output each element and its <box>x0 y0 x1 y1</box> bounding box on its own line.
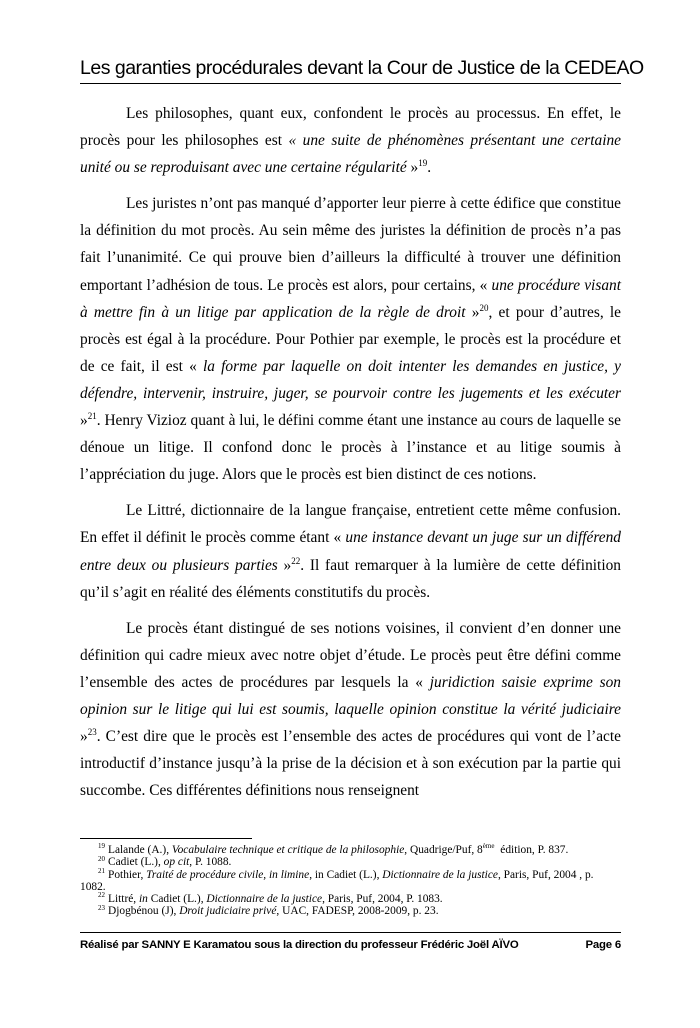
footnote-ref[interactable]: 21 <box>87 410 97 421</box>
footer-credit: Réalisé par SANNY E Karamatou sous la direction du professeur Frédéric Joël AÏVO <box>80 939 519 951</box>
footnote-20: $^{20}$ Cadiet (L.), op cit, P. 1088. <box>98 854 232 869</box>
paragraph: Le Littré, dictionnaire de la langue française, entretient cette même confusion. En effet il définit le procès comme étant « une instance devant un juge sur un différend entre deux ou plusieurs parties »$^{22}$. Il faut remarquer à la lumière de cette définition qu’il s’agit en réalité des éléments constitutifs du procès. <box>80 502 621 601</box>
footnote-19: $^{19}$ Lalande (A.), Vocabulaire technique et critique de la philosophie, Quadrige/Puf, 8ème édition, P. 837. <box>98 842 569 856</box>
footnote-ref[interactable]: 20 <box>479 302 489 313</box>
paragraph: Le procès étant distingué de ses notions voisines, il convient d’en donner une définition qui cadre mieux avec notre objet d’étude. Le procès peut être défini comme l’ensemble des actes de procédures par lesquels la « juridiction saisie exprime son opinion sur le litige qui lui est soumis, laquelle opinion constitue la vérité judiciaire »$^{23}$. C’est dire que le procès est l’ensemble des actes de procédures qui vont de l’acte introductif d’instance jusqu’à la prise de la décision et à son exécution par la partie qui succombe. Ces différentes définitions nous renseignent <box>80 619 621 800</box>
footnote-ref[interactable]: 19 <box>418 158 428 169</box>
footnote-ref[interactable]: 22 <box>291 555 301 566</box>
paragraph: Les philosophes, quant eux, confondent le procès au processus. En effet, le procès pour les philosophes est « une suite de phénomènes présentant une certaine unité ou se reproduisant avec une certaine régularité »$^{19}$. <box>80 105 621 177</box>
footnotes <box>80 844 621 918</box>
footnote-ref[interactable]: 23 <box>87 726 97 737</box>
footnote-21: $^{21}$ Pothier, Traité de procédure civile, in limine, in Cadiet (L.), Dictionnaire de la justice, Paris, Puf, 2004 , p. 1082. <box>80 866 594 893</box>
page-number: Page 6 <box>585 939 621 951</box>
footnote-separator <box>80 838 252 839</box>
footer-rule <box>80 932 621 933</box>
footnote-22: $^{22}$ Littré, in Cadiet (L.), Dictionnaire de la justice, Paris, Puf, 2004, P. 1083. <box>98 891 443 906</box>
footnote-23: $^{23}$ Djogbénou (J), Droit judiciaire privé, UAC, FADESP, 2008-2009, p. 23. <box>98 903 439 918</box>
header-rule <box>80 83 621 84</box>
running-header: Les garanties procédurales devant la Cour de Justice de la CEDEAO <box>80 57 644 79</box>
running-footer <box>80 936 621 954</box>
body-text <box>80 100 621 813</box>
paragraph: Les juristes n’ont pas manqué d’apporter leur pierre à cette édifice que constitue la définition du mot procès. Au sein même des juristes la définition de procès n’a pas fait l’unanimité. Ce qui prouve bien d’ailleurs la difficulté à trouver une définition emportant l’adhésion de tous. Le procès est alors, pour certains, « une procédure visant à mettre fin à un litige par application de la règle de droit »$^{20}$, et pour d’autres, le procès est égal à la procédure. Pour Pothier par exemple, le procès est la procédure et de ce fait, il est « la forme par laquelle on doit intenter les demandes en justice, y défendre, intervenir, instruire, juger, se pourvoir contre les jugements et les exécuter »$^{21}$. Henry Vizioz quant à lui, le défini comme étant une instance au cours de laquelle se dénoue un litige. Il confond donc le procès à l’instance et au litige soumis à l’appréciation du juge. Alors que le procès est bien distinct de ces notions. <box>80 195 621 484</box>
